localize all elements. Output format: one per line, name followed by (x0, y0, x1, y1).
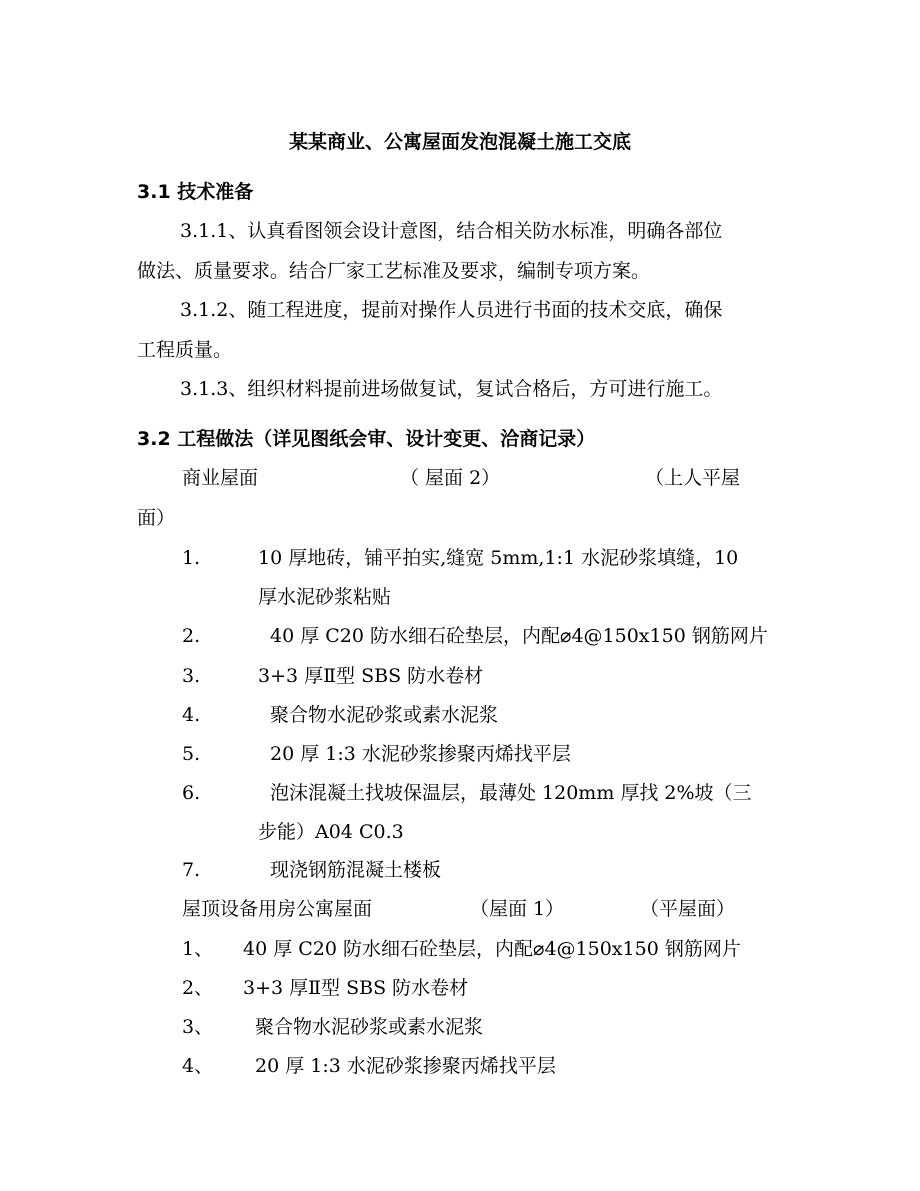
roof-a-item-7-line1: 现浇钢筋混凝土楼板 (270, 859, 442, 881)
roof-a-item-6-num: 6. (182, 782, 201, 804)
roof-b-item-4-line1: 20 厚 1:3 水泥砂浆掺聚丙烯找平层 (255, 1055, 556, 1077)
roof-b-type: （平屋面） (640, 898, 736, 920)
roof-a-item-7-num: 7. (182, 859, 201, 881)
roof-a-item-3-line1: 3+3 厚Ⅱ型 SBS 防水卷材 (258, 665, 484, 687)
roof-a-type-line1: （上人平屋 (645, 467, 741, 489)
roof-a-item-3-num: 3. (182, 665, 201, 687)
roof-b-item-3-num: 3、 (182, 1016, 214, 1038)
paragraph-3-1-2-line2: 工程质量。 (137, 339, 233, 361)
section-3-1-heading: 3.1 技术准备 (137, 181, 254, 203)
paragraph-3-1-1-line1: 3.1.1、认真看图领会设计意图，结合相关防水标准，明确各部位 (180, 220, 723, 242)
roof-a-item-6-line1: 泡沫混凝土找坡保温层，最薄处 120mm 厚找 2%坡（三 (270, 782, 752, 804)
roof-b-item-4-num: 4、 (182, 1055, 214, 1077)
roof-a-item-1-line1: 10 厚地砖，铺平拍实,缝宽 5mm,1:1 水泥砂浆填缝，10 (258, 547, 739, 569)
roof-a-item-6-line2: 步能）A04 C0.3 (258, 821, 404, 843)
paragraph-3-1-1-line2: 做法、质量要求。结合厂家工艺标准及要求，编制专项方案。 (137, 260, 651, 282)
roof-a-item-4-line1: 聚合物水泥砂浆或素水泥浆 (270, 704, 499, 726)
roof-a-code: （ 屋面 2） (400, 467, 501, 489)
paragraph-3-1-2-line1: 3.1.2、随工程进度，提前对操作人员进行书面的技术交底，确保 (180, 299, 723, 321)
paragraph-3-1-3: 3.1.3、组织材料提前进场做复试，复试合格后，方可进行施工。 (180, 378, 723, 400)
roof-a-type-line2: 面） (137, 507, 176, 529)
roof-b-item-2-num: 2、 (182, 977, 214, 999)
roof-b-item-1-num: 1、 (182, 938, 214, 960)
roof-a-item-5-num: 5. (182, 743, 201, 765)
roof-a-item-1-num: 1. (182, 547, 201, 569)
roof-a-item-4-num: 4. (182, 704, 201, 726)
roof-b-item-2-line1: 3+3 厚Ⅱ型 SBS 防水卷材 (243, 977, 469, 999)
roof-a-item-1-line2: 厚水泥砂浆粘贴 (258, 586, 392, 608)
roof-a-item-2-num: 2. (182, 625, 201, 647)
section-3-2-heading: 3.2 工程做法（详见图纸会审、设计变更、洽商记录） (137, 428, 596, 450)
document-title: 某某商业、公寓屋面发泡混凝土施工交底 (288, 131, 631, 153)
roof-a-item-2-line1: 40 厚 C20 防水细石砼垫层，内配⌀4@150x150 钢筋网片 (270, 625, 768, 647)
roof-b-item-1-line1: 40 厚 C20 防水细石砼垫层，内配⌀4@150x150 钢筋网片 (243, 938, 741, 960)
roof-b-name: 屋顶设备用房公寓屋面 (182, 898, 373, 920)
roof-a-name: 商业屋面 (182, 467, 259, 489)
roof-a-item-5-line1: 20 厚 1:3 水泥砂浆掺聚丙烯找平层 (270, 743, 571, 765)
roof-b-code: （屋面 1） (470, 898, 565, 920)
roof-b-item-3-line1: 聚合物水泥砂浆或素水泥浆 (255, 1016, 484, 1038)
